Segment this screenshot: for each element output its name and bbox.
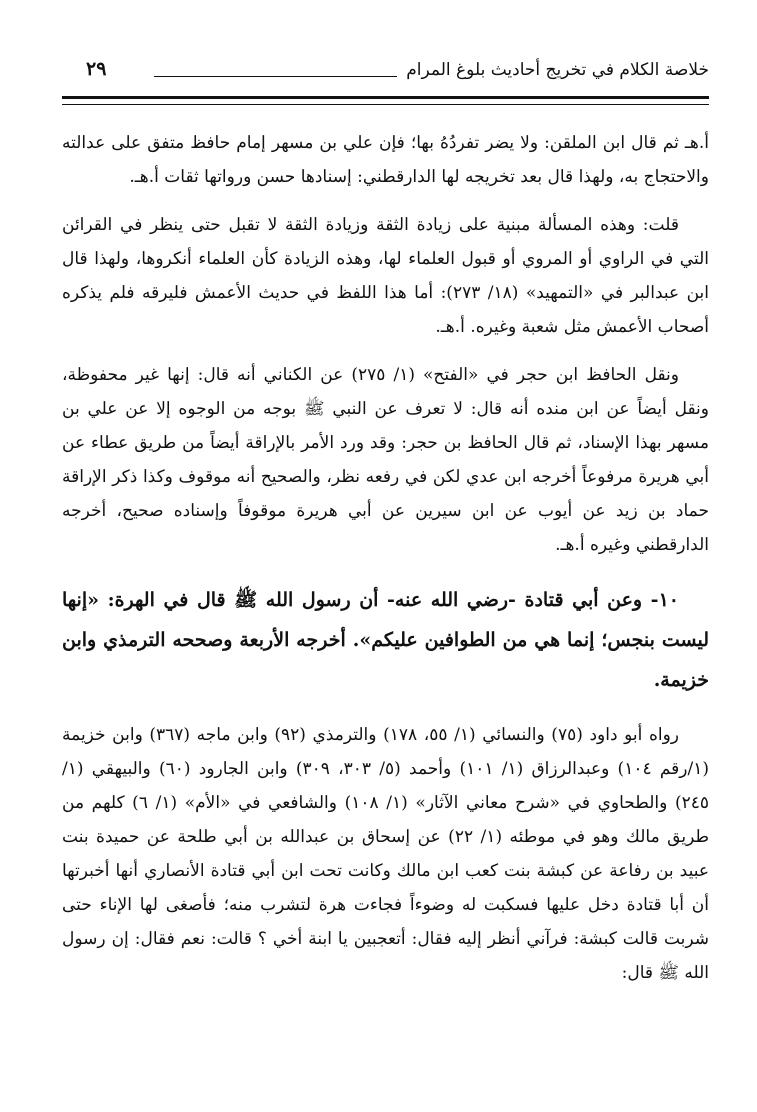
paragraph-ibn-hajar: ونقل الحافظ ابن حجر في «الفتح» (١/ ٢٧٥) عن الكناني أنه قال: إنها غير محفوظة، ونقل أيضاً عن ابن منده أنه قال: لا تعرف عن النبي ﷺ بوجه من الوجوه إلا عن علي بن مسهر بهذا الإسناد، ثم قال الحافظ بن حجر: وقد ورد الأمر بالإراقة أيضاً من طريق عطاء عن أبي هريرة مرفوعاً أخرجه ابن عدي لكن في رفعه نظر، والصحيح أنه موقوف وكذا ذكر الإراقة حماد بن زيد عن أيوب عن ابن سيرين عن أبي هريرة موقوفاً وإسناده صحيح، أخرجه الدارقطني وغيره أ.هـ. [62,365,709,555]
paragraph-ibn-mulaqqin: أ.هـ ثم قال ابن الملقن: ولا يضر تفردُهُ بها؛ فإن علي بن مسهر إمام حافظ متفق على عدالته والاحتجاج به، ولهذا قال بعد تخريجه لها الدارقطني: إسنادها حسن ورواتها ثقات أ.هـ. [62,133,709,187]
paragraph-qultu: قلت: وهذه المسألة مبنية على زيادة الثقة وزيادة الثقة لا تقبل حتى ينظر في القرائن التي في الراوي أو المروي أو قبول العلماء لها، وهذه الزيادة كأن العلماء أنكروها، ولهذا قال ابن عبدالبر في «التمهيد» (١٨/ ٢٧٣): أما هذا اللفظ في حديث الأعمش فليرقه فلم يذكره أصحاب الأعمش مثل شعبة وغيره. أ.هـ. [62,215,709,337]
paragraph-takhrij: رواه أبو داود (٧٥) والنسائي (١/ ٥٥، ١٧٨) والترمذي (٩٢) وابن ماجه (٣٦٧) وابن خزيمة (١/رقم ١٠٤) وعبدالرزاق (١/ ١٠١) وأحمد (٥/ ٣٠٣، ٣٠٩) وابن الجارود (٦٠) والبيهقي (١/ ٢٤٥) والطحاوي في «شرح معاني الآثار» (١/ ١٠٨) والشافعي في «الأم» (١/ ٦) كلهم من طريق مالك وهو في موطئه (١/ ٢٢) عن إسحاق بن عبدالله بن أبي طلحة عن حميدة بنت عبيد بن رفاعة عن كبشة بنت كعب ابن مالك وكانت تحت ابن أبي قتادة الأنصاري أنها أخبرتها أن أبا قتادة دخل عليها فسكبت له وضوءاً فجاءت هرة لتشرب منه؛ فأصغى لها الإناء حتى شربت قالت كبشة: فرآني أنظر إليه فقال: أتعجبين يا ابنة أخي ؟ قالت: نعم فقال: إن رسول الله ﷺ قال: [62,725,710,983]
header-rule [154,76,397,77]
header-divider-thin [62,104,709,105]
hadith-10: ١٠- وعن أبي قتادة -رضي الله عنه- أن رسول الله ﷺ قال في الهرة: «إنها ليست بنجس؛ إنما هي من الطوافين عليكم». أخرجه الأربعة وصححه الترمذي وابن خزيمة. [62,589,709,691]
body-text [62,126,709,1004]
header-divider-thick [62,96,709,99]
header-title: خلاصة الكلام في تخريج أحاديث بلوغ المرام [406,60,709,80]
page-number: ٢٩ [86,58,107,80]
running-header [62,58,709,88]
